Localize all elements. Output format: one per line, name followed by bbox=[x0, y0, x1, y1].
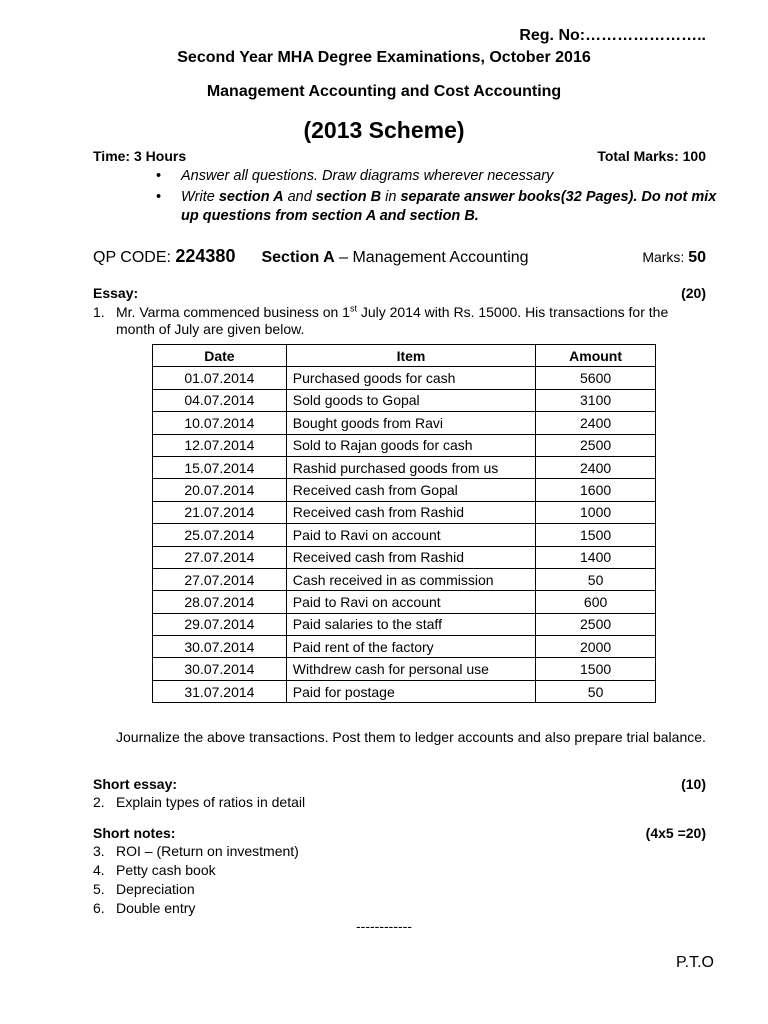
cell-date: 28.07.2014 bbox=[153, 591, 287, 613]
cell-item: Rashid purchased goods from us bbox=[286, 456, 535, 478]
short-essay-heading: Short essay: bbox=[93, 776, 178, 792]
cell-amount: 1600 bbox=[536, 479, 656, 501]
table-row bbox=[153, 434, 656, 456]
cell-item: Paid salaries to the staff bbox=[286, 613, 535, 635]
short-notes-heading-row bbox=[93, 825, 706, 841]
cell-amount: 2000 bbox=[536, 636, 656, 658]
short-notes-marks: (4x5 =20) bbox=[645, 825, 706, 841]
cell-item: Received cash from Rashid bbox=[286, 501, 535, 523]
note-number: 3. bbox=[93, 843, 105, 859]
pto-label: P.T.O bbox=[676, 954, 714, 971]
scheme-title: (2013 Scheme) bbox=[303, 117, 465, 143]
essay-heading-row bbox=[93, 285, 706, 301]
cell-date: 21.07.2014 bbox=[153, 501, 287, 523]
essay-heading: Essay: bbox=[93, 285, 139, 301]
column-header-amount: Amount bbox=[536, 345, 656, 367]
cell-date: 10.07.2014 bbox=[153, 412, 287, 434]
section-title: Section A – Management Accounting bbox=[261, 249, 529, 266]
time-label: Time: 3 Hours bbox=[93, 148, 187, 164]
cell-amount: 50 bbox=[536, 680, 656, 702]
instruction-1: • Answer all questions. Draw diagrams wherever necessary bbox=[156, 168, 554, 184]
cell-item: Paid to Ravi on account bbox=[286, 524, 535, 546]
reg-no: Reg. No:………………….. bbox=[519, 27, 706, 44]
table-row bbox=[153, 389, 656, 411]
essay-marks: (20) bbox=[681, 285, 706, 301]
note-text: ROI – (Return on investment) bbox=[116, 843, 299, 859]
cell-date: 30.07.2014 bbox=[153, 636, 287, 658]
cell-item: Withdrew cash for personal use bbox=[286, 658, 535, 680]
cell-amount: 1400 bbox=[536, 546, 656, 568]
cell-item: Sold to Rajan goods for cash bbox=[286, 434, 535, 456]
cell-date: 27.07.2014 bbox=[153, 546, 287, 568]
table-row bbox=[153, 568, 656, 590]
cell-amount: 50 bbox=[536, 568, 656, 590]
table-row bbox=[153, 524, 656, 546]
short-notes-heading: Short notes: bbox=[93, 825, 176, 841]
qp-code-row bbox=[93, 246, 706, 267]
table-row bbox=[153, 501, 656, 523]
bullet-icon: • bbox=[156, 168, 162, 184]
q1-instruction: Journalize the above transactions. Post them to ledger accounts and also prepare trial balance. bbox=[116, 729, 706, 745]
short-essay-heading-row bbox=[93, 776, 706, 792]
cell-date: 04.07.2014 bbox=[153, 389, 287, 411]
column-header-date: Date bbox=[153, 345, 287, 367]
cell-date: 01.07.2014 bbox=[153, 367, 287, 389]
cell-item: Received cash from Gopal bbox=[286, 479, 535, 501]
q1-number: 1. bbox=[93, 304, 105, 320]
table-row bbox=[153, 546, 656, 568]
cell-amount: 600 bbox=[536, 591, 656, 613]
time-marks-row bbox=[93, 148, 706, 164]
cell-date: 27.07.2014 bbox=[153, 568, 287, 590]
cell-amount: 2500 bbox=[536, 613, 656, 635]
table-row bbox=[153, 680, 656, 702]
cell-amount: 2400 bbox=[536, 456, 656, 478]
cell-amount: 5600 bbox=[536, 367, 656, 389]
instruction-2: • Write section A and section B in separate answer books(32 Pages). Do not mix up questions from section A and section B. bbox=[156, 189, 717, 224]
note-text: Double entry bbox=[116, 900, 196, 916]
section-marks: Marks: 50 bbox=[642, 249, 706, 266]
cell-item: Sold goods to Gopal bbox=[286, 389, 535, 411]
column-header-item: Item bbox=[286, 345, 535, 367]
total-marks-label: Total Marks: 100 bbox=[597, 148, 706, 164]
transactions-table bbox=[152, 344, 656, 703]
cell-item: Paid for postage bbox=[286, 680, 535, 702]
table-row bbox=[153, 479, 656, 501]
exam-title: Second Year MHA Degree Examinations, October 2016 bbox=[177, 49, 591, 66]
cell-amount: 2400 bbox=[536, 412, 656, 434]
cell-item: Bought goods from Ravi bbox=[286, 412, 535, 434]
cell-item: Cash received in as commission bbox=[286, 568, 535, 590]
cell-date: 31.07.2014 bbox=[153, 680, 287, 702]
short-essay-marks: (10) bbox=[681, 776, 706, 792]
cell-item: Paid rent of the factory bbox=[286, 636, 535, 658]
subject-title: Management Accounting and Cost Accounting bbox=[206, 83, 562, 100]
cell-date: 20.07.2014 bbox=[153, 479, 287, 501]
q2-text: Explain types of ratios in detail bbox=[116, 794, 306, 810]
q2-number: 2. bbox=[93, 794, 105, 810]
qp-code: QP CODE: 224380 bbox=[93, 246, 236, 266]
cell-date: 25.07.2014 bbox=[153, 524, 287, 546]
cell-item: Paid to Ravi on account bbox=[286, 591, 535, 613]
cell-item: Received cash from Rashid bbox=[286, 546, 535, 568]
table-body bbox=[153, 367, 656, 703]
table-row bbox=[153, 456, 656, 478]
table-row bbox=[153, 636, 656, 658]
cell-date: 29.07.2014 bbox=[153, 613, 287, 635]
note-text: Petty cash book bbox=[116, 862, 216, 878]
cell-amount: 1000 bbox=[536, 501, 656, 523]
cell-date: 15.07.2014 bbox=[153, 456, 287, 478]
q1-text: Mr. Varma commenced business on 1st July 2014 with Rs. 15000. His transactions for the month of July are given below. bbox=[116, 303, 669, 337]
bullet-icon: • bbox=[156, 189, 162, 205]
note-text: Depreciation bbox=[116, 881, 195, 897]
table-row bbox=[153, 613, 656, 635]
end-divider: ------------ bbox=[356, 918, 412, 934]
note-number: 5. bbox=[93, 881, 105, 897]
cell-amount: 1500 bbox=[536, 658, 656, 680]
cell-amount: 2500 bbox=[536, 434, 656, 456]
table-row bbox=[153, 591, 656, 613]
note-number: 4. bbox=[93, 862, 105, 878]
table-row bbox=[153, 658, 656, 680]
table-header-row bbox=[153, 345, 656, 367]
cell-item: Purchased goods for cash bbox=[286, 367, 535, 389]
cell-amount: 1500 bbox=[536, 524, 656, 546]
table-row bbox=[153, 412, 656, 434]
cell-amount: 3100 bbox=[536, 389, 656, 411]
table-row bbox=[153, 367, 656, 389]
cell-date: 12.07.2014 bbox=[153, 434, 287, 456]
note-number: 6. bbox=[93, 900, 105, 916]
cell-date: 30.07.2014 bbox=[153, 658, 287, 680]
